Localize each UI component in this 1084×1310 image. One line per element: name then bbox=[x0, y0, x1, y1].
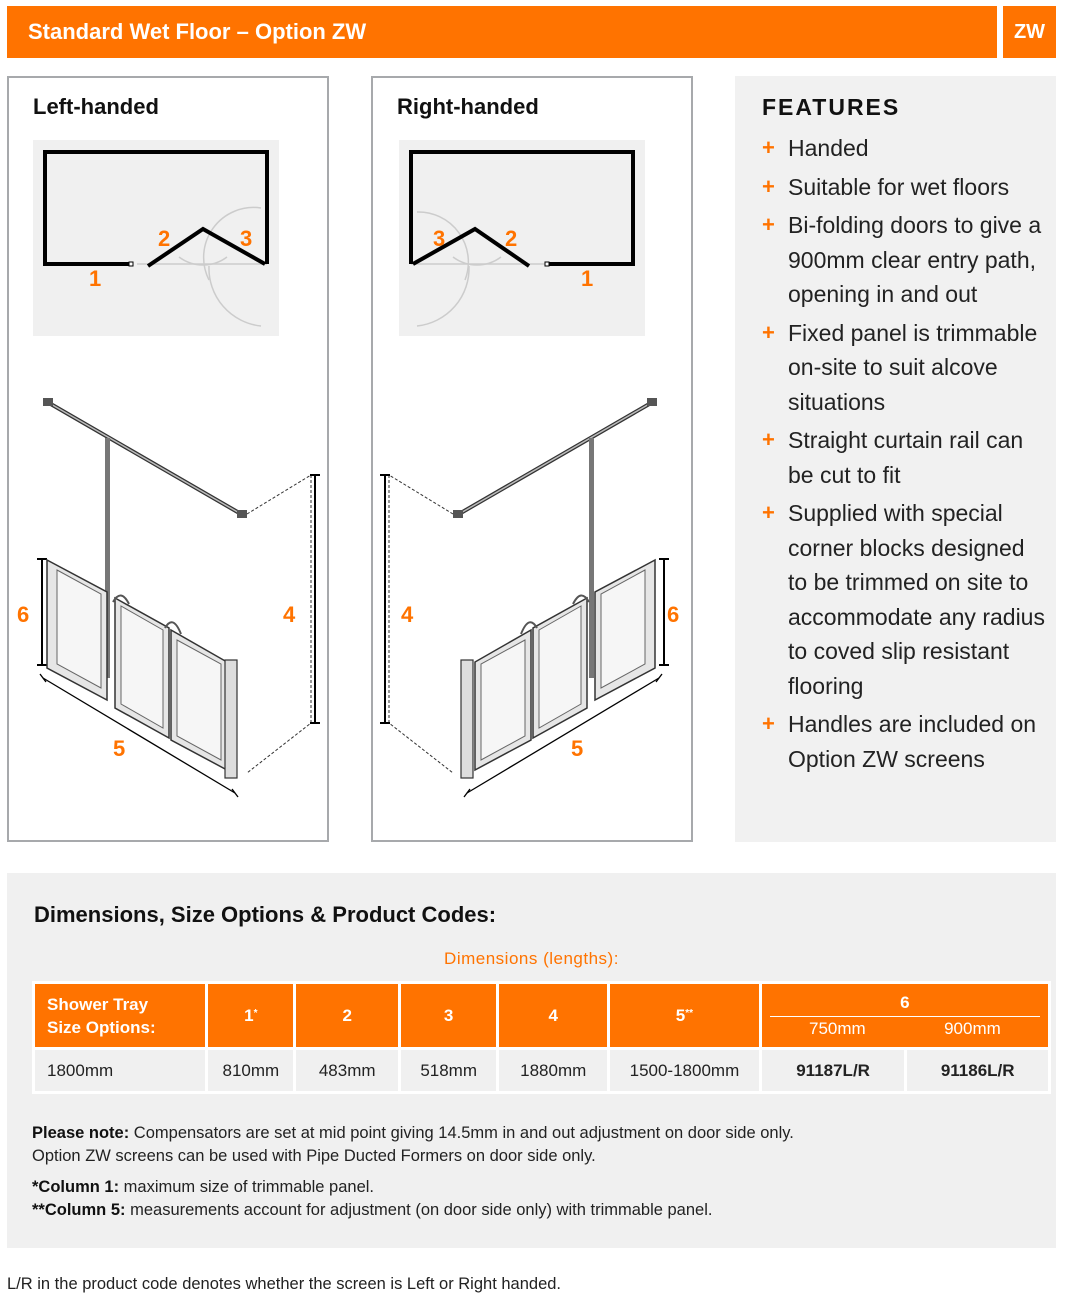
left-plan-diagram bbox=[33, 140, 279, 336]
footer-note: L/R in the product code denotes whether the screen is Left or Right handed. bbox=[7, 1275, 562, 1293]
dim-label-5: 5 bbox=[571, 736, 584, 761]
header-col-6-900: 900mm bbox=[944, 1018, 1001, 1038]
floor-plan-icon bbox=[399, 140, 645, 336]
note-line-2: Option ZW screens can be used with Pipe Ducted Formers on door side only. bbox=[32, 1147, 596, 1165]
cell-col-5: 1500-1800mm bbox=[610, 1050, 759, 1091]
header-col-1: 1* bbox=[208, 984, 293, 1047]
table-header-row bbox=[35, 984, 1048, 1047]
feature-item bbox=[762, 208, 1056, 312]
cell-col-3: 518mm bbox=[401, 1050, 496, 1091]
feature-text: Bi-folding doors to give a 900mm clear entry path, opening in and out bbox=[788, 212, 1042, 307]
header-col-5: 5** bbox=[610, 984, 759, 1047]
dim-label-1: 1 bbox=[581, 266, 594, 291]
plus-icon: + bbox=[762, 319, 775, 345]
feature-item bbox=[762, 316, 1056, 420]
column-1-note: *Column 1: maximum size of trimmable panel. bbox=[32, 1178, 375, 1196]
plus-icon: + bbox=[762, 711, 775, 736]
cell-col-1: 810mm bbox=[208, 1050, 293, 1091]
dim-label-4: 4 bbox=[401, 602, 414, 627]
features-title: FEATURES bbox=[762, 94, 901, 120]
features-panel bbox=[735, 76, 1056, 842]
cell-size: 1800mm bbox=[35, 1050, 205, 1091]
feature-text: Handed bbox=[788, 135, 869, 161]
shower-screen-isometric-icon bbox=[373, 378, 691, 808]
dim-label-2: 2 bbox=[505, 226, 518, 251]
please-note: Please note: Compensators are set at mid point giving 14.5mm in and out adjustment on door side only. bbox=[32, 1124, 794, 1142]
feature-text: Supplied with special corner blocks designed to be trimmed on site to accommodate any radius to coved slip resistant flooring bbox=[788, 500, 1045, 699]
dim-label-5: 5 bbox=[113, 736, 126, 761]
header-col-3: 3 bbox=[401, 984, 496, 1047]
dim-label-6: 6 bbox=[667, 602, 680, 627]
header-size-options: Shower Tray Size Options: bbox=[35, 984, 205, 1047]
feature-item bbox=[762, 707, 1056, 776]
plus-icon: + bbox=[762, 427, 775, 452]
plus-icon: + bbox=[762, 173, 775, 199]
feature-text: Suitable for wet floors bbox=[788, 173, 1010, 200]
plus-icon: + bbox=[762, 500, 775, 525]
dimensions-subtitle: Dimensions (lengths): bbox=[444, 949, 619, 968]
dim-label-6: 6 bbox=[17, 602, 30, 627]
cell-col-4: 1880mm bbox=[499, 1050, 607, 1091]
feature-item bbox=[762, 170, 1056, 205]
dimensions-table bbox=[32, 981, 1051, 1094]
feature-text: Handles are included on Option ZW screens bbox=[788, 711, 1037, 772]
page-title-bar bbox=[7, 6, 997, 58]
dimensions-section bbox=[7, 873, 1056, 1248]
plus-icon: + bbox=[762, 212, 775, 237]
header-col-4: 4 bbox=[499, 984, 607, 1047]
dim-label-3: 3 bbox=[433, 226, 446, 251]
left-isometric-diagram bbox=[9, 378, 327, 808]
shower-screen-isometric-icon bbox=[9, 378, 327, 808]
column-5-note: **Column 5: measurements account for adjustment (on door side only) with trimmable panel. bbox=[32, 1201, 713, 1219]
right-isometric-diagram bbox=[373, 378, 691, 808]
feature-item bbox=[762, 131, 1056, 166]
left-handed-panel bbox=[7, 76, 329, 842]
cell-col-2: 483mm bbox=[296, 1050, 398, 1091]
feature-item bbox=[762, 496, 1056, 703]
header-col-2: 2 bbox=[296, 984, 398, 1047]
dim-label-2: 2 bbox=[158, 226, 171, 251]
table-row bbox=[35, 1050, 1048, 1091]
product-code-900: 91186L/R bbox=[907, 1050, 1048, 1091]
right-handed-panel bbox=[371, 76, 693, 842]
dim-label-4: 4 bbox=[283, 602, 296, 627]
product-code-750: 91187L/R bbox=[762, 1050, 905, 1091]
floor-plan-icon bbox=[33, 140, 279, 336]
page-title: Standard Wet Floor – Option ZW bbox=[28, 19, 367, 44]
dimensions-title: Dimensions, Size Options & Product Codes: bbox=[34, 902, 497, 927]
right-plan-diagram bbox=[399, 140, 645, 336]
dim-label-3: 3 bbox=[240, 226, 253, 251]
dim-label-1: 1 bbox=[89, 266, 102, 291]
option-code: ZW bbox=[1013, 20, 1046, 43]
right-handed-title: Right-handed bbox=[397, 94, 539, 119]
feature-text: Fixed panel is trimmable on-site to suit alcove situations bbox=[788, 319, 1038, 415]
header-col-6-750: 750mm bbox=[809, 1018, 866, 1038]
feature-item bbox=[762, 423, 1056, 492]
header-col-6: 6 750mm 900mm bbox=[762, 984, 1048, 1047]
plus-icon: + bbox=[762, 135, 775, 160]
option-code-badge bbox=[1003, 6, 1056, 58]
left-handed-title: Left-handed bbox=[33, 94, 159, 119]
feature-text: Straight curtain rail can be cut to fit bbox=[788, 427, 1024, 488]
